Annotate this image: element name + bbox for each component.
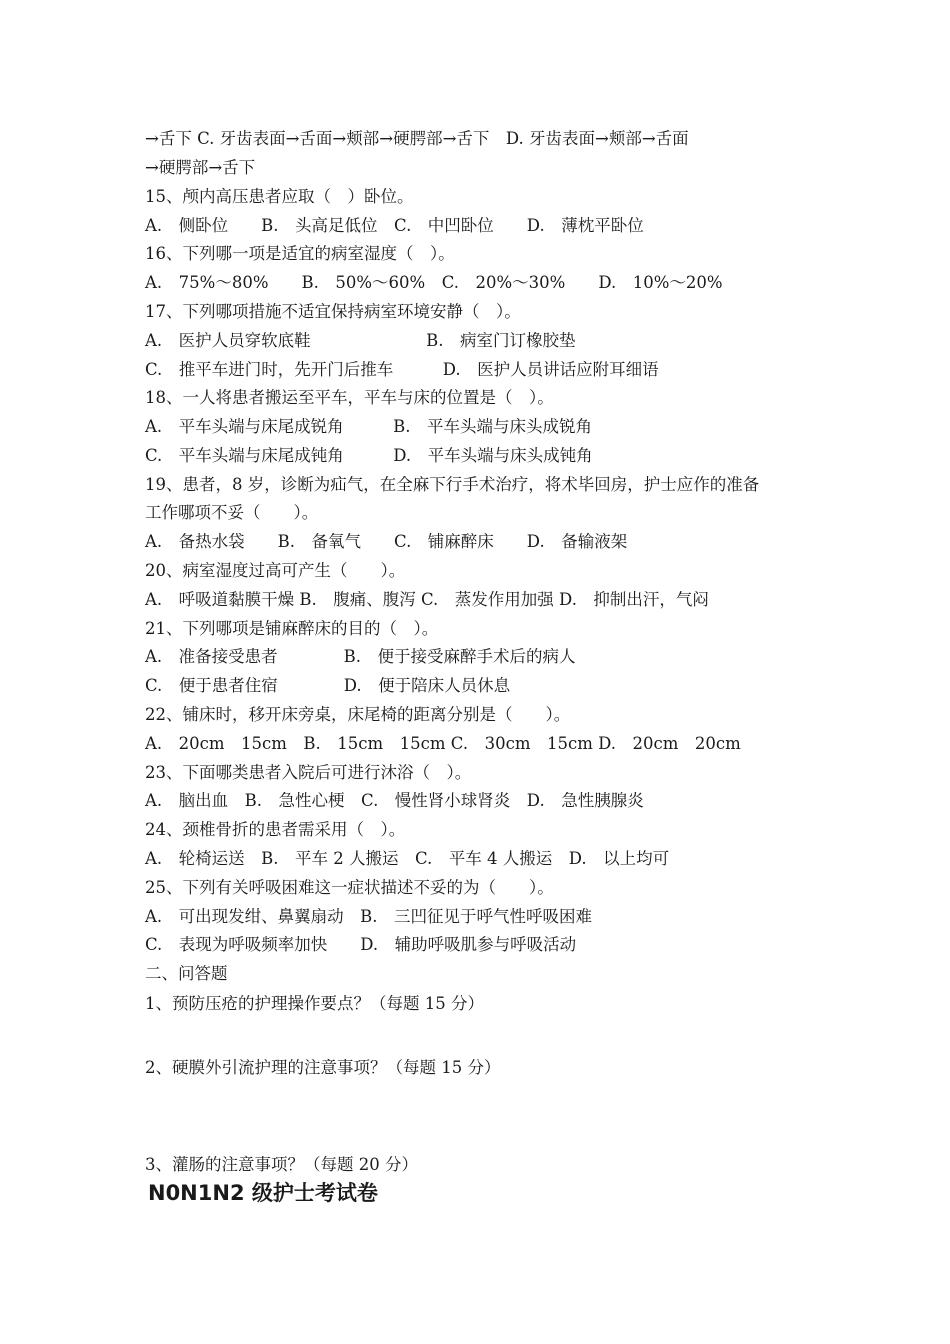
question-17: 17、下列哪项措施不适宜保持病室环境安静（ ）。 <box>145 302 521 321</box>
options-17-cd: C. 推平车进门时，先开门后推车 D. 医护人员讲话应附耳细语 <box>145 360 659 379</box>
options-21-ab: A. 准备接受患者 B. 便于接受麻醉手术后的病人 <box>145 647 576 666</box>
options-19: A. 备热水袋 B. 备氧气 C. 铺麻醉床 D. 备输液架 <box>145 532 628 551</box>
options-25-ab: A. 可出现发绀、鼻翼扇动 B. 三凹征见于呼气性呼吸困难 <box>145 907 593 926</box>
question-18: 18、一人将患者搬运至平车，平车与床的位置是（ ）。 <box>145 388 554 407</box>
essay-question-1: 1、预防压疮的护理操作要点？（每题 15 分） <box>145 994 484 1013</box>
text-line: →硬腭部→舌下 <box>145 158 256 177</box>
options-18-cd: C. 平车头端与床尾成钝角 D. 平车头端与床头成钝角 <box>145 446 593 465</box>
question-15: 15、颅内高压患者应取（ ）卧位。 <box>145 187 414 206</box>
options-17-ab: A. 医护人员穿软底鞋 B. 病室门订橡胶垫 <box>145 331 576 350</box>
options-21-cd: C. 便于患者住宿 D. 便于陪床人员休息 <box>145 676 511 695</box>
section-heading: 二、问答题 <box>145 964 228 983</box>
exam-title: N0N1N2 级护士考试卷 <box>148 1181 378 1205</box>
essay-question-2: 2、硬膜外引流护理的注意事项？（每题 15 分） <box>145 1058 501 1077</box>
options-16: A. 75%～80% B. 50%～60% C. 20%～30% D. 10%～20% <box>145 273 723 292</box>
options-24: A. 轮椅运送 B. 平车 2 人搬运 C. 平车 4 人搬运 D. 以上均可 <box>145 849 670 868</box>
options-23: A. 脑出血 B. 急性心梗 C. 慢性肾小球肾炎 D. 急性胰腺炎 <box>145 791 644 810</box>
options-15: A. 侧卧位 B. 头高足低位 C. 中凹卧位 D. 薄枕平卧位 <box>145 216 644 235</box>
text-line: →舌下 C. 牙齿表面→舌面→颊部→硬腭部→舌下 D. 牙齿表面→颊部→舌面 <box>145 129 689 148</box>
options-22: A. 20cm 15cm B. 15cm 15cm C. 30cm 15cm D. 20cm 20cm <box>145 734 741 753</box>
question-23: 23、下面哪类患者入院后可进行沐浴（ ）。 <box>145 763 472 782</box>
options-25-cd: C. 表现为呼吸频率加快 D. 辅助呼吸肌参与呼吸活动 <box>145 935 577 954</box>
question-22: 22、铺床时，移开床旁桌，床尾椅的距离分别是（ ）。 <box>145 705 571 724</box>
question-19-cont: 工作哪项不妥（ ）。 <box>145 503 319 522</box>
question-21: 21、下列哪项是铺麻醉床的目的（ ）。 <box>145 619 439 638</box>
question-24: 24、颈椎骨折的患者需采用（ ）。 <box>145 820 406 839</box>
question-25: 25、下列有关呼吸困难这一症状描述不妥的为（ ）。 <box>145 878 554 897</box>
options-18-ab: A. 平车头端与床尾成锐角 B. 平车头端与床头成锐角 <box>145 417 593 436</box>
question-20: 20、病室湿度过高可产生（ ）。 <box>145 561 406 580</box>
options-20: A. 呼吸道黏膜干燥 B. 腹痛、腹泻 C. 蒸发作用加强 D. 抑制出汗，气闷 <box>145 590 709 609</box>
question-16: 16、下列哪一项是适宜的病室湿度（ ）。 <box>145 244 455 263</box>
question-19: 19、患者，8 岁，诊断为疝气，在全麻下行手术治疗，将术毕回房，护士应作的准备 <box>145 475 760 494</box>
essay-question-3: 3、灌肠的注意事项？（每题 20 分） <box>145 1155 418 1174</box>
